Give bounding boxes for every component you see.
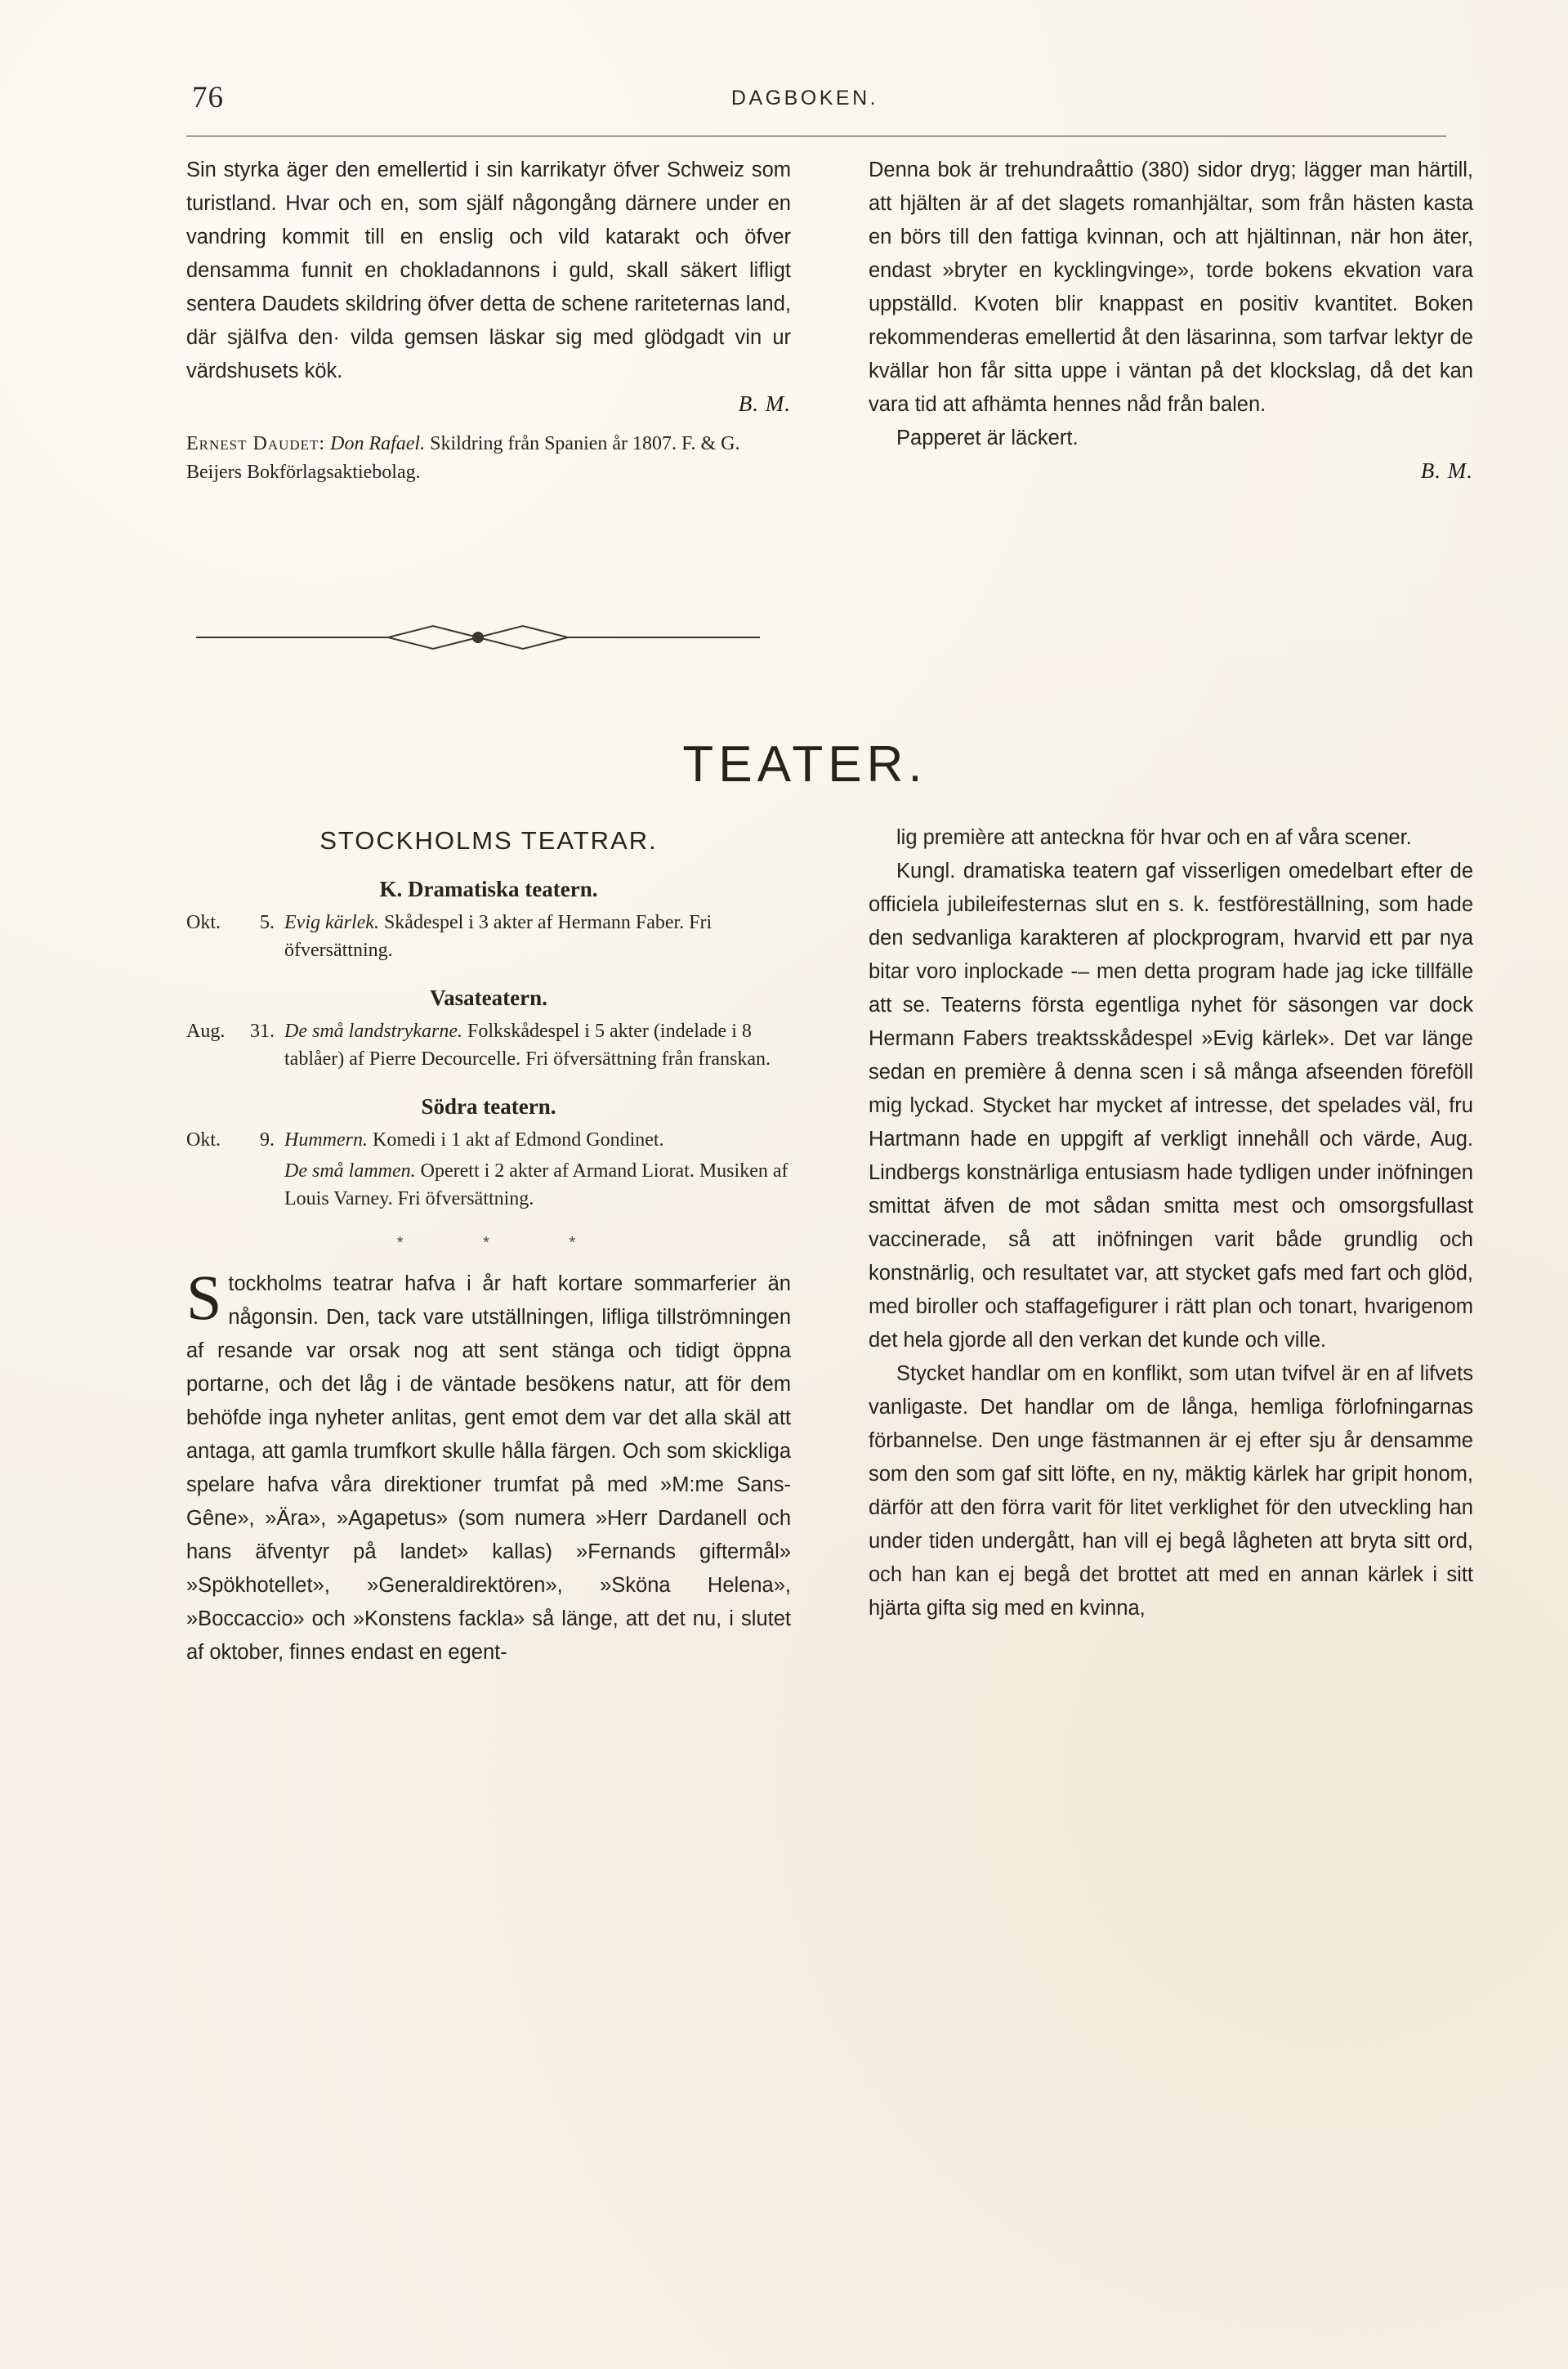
programme-description: Skådespel i 3 akter af Hermann Faber. Fri öfversättning. bbox=[284, 912, 713, 961]
programme-month: Aug. bbox=[186, 1021, 226, 1042]
programme-title: Evig kärlek. bbox=[284, 912, 379, 933]
programme-title: Hummern. bbox=[284, 1129, 368, 1151]
programme-date bbox=[186, 1126, 284, 1154]
theatre-heading-sodra: Södra teatern. bbox=[421, 1094, 556, 1119]
signature-left: B. M. bbox=[738, 391, 791, 416]
programme-description: Folkskådespel i 5 akter (indelade i 8 tablåer) af Pierre Decourcelle. Fri öfversättning från franskan. bbox=[284, 1021, 771, 1070]
page-sheet bbox=[147, 57, 1473, 2329]
programme-description: Operett i 2 akter af Armand Liorat. Musiken af Louis Varney. Fri öfversättning. bbox=[284, 1160, 788, 1209]
programme-entry bbox=[284, 1126, 791, 1154]
drop-cap: S bbox=[186, 1262, 222, 1333]
programme-entry bbox=[284, 1017, 791, 1073]
citation-rest: Skildring från Spanien år 1807. F. & G. Beijers Bokförlagsaktiebolag. bbox=[186, 433, 740, 483]
programme-description: Komedi i 1 akt af Edmond Gondinet. bbox=[373, 1129, 664, 1151]
running-title: DAGBOKEN. bbox=[730, 87, 879, 110]
asterisk-divider: * * * bbox=[396, 1234, 614, 1252]
programme-month: Okt. bbox=[186, 912, 221, 933]
article-first-paragraph bbox=[186, 1262, 791, 1669]
programme-day: 31. bbox=[250, 1021, 275, 1042]
programme-date bbox=[186, 1017, 284, 1073]
upper-right-column bbox=[869, 154, 1473, 484]
article-first-paragraph-text: tockholms teatrar hafva i år haft kortare sommarferier än någonsin. Den, tack vare utställningen, lifliga tillströmningen af resande var orsak nog att sent stänga och tidigt öppna portarne, och det låg i de väntade besökens natur, att för dem behöfde inga nyheter anlitas, gent emot dem var det alla skäl att antaga, att gamla trumfkort skulle hålla färgen. Och som skickliga spelare hafva våra direktioner trumfat på med »M:me Sans-Gêne», »Ära», »Agapetus» (som numera »Herr Dardanell och hans äfventyr på landet» kallas) »Fernands giftermål» »Spökhotellet», »Generaldirektören», »Sköna Helena», »Boccaccio» och »Konstens fackla» så länge, att det nu, i slutet af oktober, finnes endast en egent- bbox=[186, 1272, 791, 1664]
theatre-heading-dramatiska: K. Dramatiska teatern. bbox=[379, 877, 598, 901]
programme-row bbox=[186, 909, 791, 964]
ornament-divider bbox=[196, 621, 760, 654]
review-paragraph-left: Sin styrka äger den emellertid i sin karrikatyr öfver Schweiz som turistland. Hvar och en, som själf någongång därnere under en vandring kommit till en enslig och vild katarakt och öfver densamma funnit en chokladannons i guld, skall säkert lifligt sentera Daudets skildring öfver detta de schene rariteternas land, där sjäIfva den· vilda gemsen läskar sig med glödgadt vin ur värdshusets kök. bbox=[186, 159, 791, 382]
article-paragraph: Stycket handlar om en konflikt, som utan tvifvel är en af lifvets vanligaste. Det handlar om de långa, hemliga förlofningarnas förbannelse. Den unge fästmannen är ej efter sju år densamme som den som gaf sitt löfte, en ny, mäktig kärlek har gripit honom, därför att den förra varit för litet verklighet för den utveckling han under tiden undergått, han vill ej begå lågheten att bryta sitt ord, och han kan ej begå det brottet att med en annan kärlek i sitt hjärta gifta sig med en kvinna, bbox=[869, 1362, 1473, 1620]
section-subtitle: STOCKHOLMS TEATRAR. bbox=[319, 826, 658, 855]
programme-entry bbox=[284, 909, 791, 964]
section-title: TEATER. bbox=[682, 736, 927, 793]
book-citation bbox=[186, 430, 791, 487]
lower-right-column bbox=[869, 821, 1473, 1625]
programme-row bbox=[186, 1126, 791, 1154]
lower-left-column bbox=[186, 821, 791, 1669]
page-folio: 76 bbox=[192, 81, 224, 114]
programme-title: De små landstrykarne. bbox=[284, 1021, 462, 1042]
upper-left-column bbox=[186, 154, 791, 487]
review-paragraph-right: Denna bok är trehundraåttio (380) sidor dryg; lägger man härtill, att hjälten är af det slagets romanhjältar, som från hästen kasta en börs till den fattiga kvinnan, och att hjältinnan, när hon äter, endast »bryter en kycklingvinge», torde bokens ekvation vara uppställd. Kvoten blir knappast en positiv kvantitet. Boken rekommenderas emellertid åt den läsarinna, som tarfvar lektyr de kvällar hon får sitta uppe i väntan på det klockslag, då det kan vara tid att afhämta hennes nåd från balen. bbox=[869, 159, 1473, 416]
programme-date bbox=[186, 1157, 284, 1213]
signature-right: B. M. bbox=[1420, 458, 1473, 483]
running-head bbox=[147, 57, 1463, 127]
programme-day: 5. bbox=[260, 912, 275, 933]
review-closing-line: Papperet är läckert. bbox=[896, 427, 1079, 449]
programme-row bbox=[186, 1157, 791, 1213]
article-paragraph: lig première att anteckna för hvar och en af våra scener. bbox=[896, 826, 1412, 849]
programme-entry bbox=[284, 1157, 791, 1213]
programme-row bbox=[186, 1017, 791, 1073]
theatre-heading-vasateatern: Vasateatern. bbox=[430, 986, 547, 1010]
citation-title: Don Rafael. bbox=[330, 433, 426, 454]
citation-author: Ernest Daudet: bbox=[186, 433, 326, 454]
programme-month: Okt. bbox=[186, 1129, 221, 1151]
programme-date bbox=[186, 909, 284, 964]
programme-day: 9. bbox=[260, 1129, 275, 1151]
programme-title: De små lammen. bbox=[284, 1160, 416, 1182]
article-paragraph: Kungl. dramatiska teatern gaf visserligen omedelbart efter de officiela jubileifesternas slut en s. k. festföreställning, som hade den sedvanliga karakteren af plockprogram, hvarvid ett par nya bitar voro inplockade -– men detta program hade jag icke tillfälle att se. Teaterns första egentliga nyhet för säsongen var dock Hermann Fabers treaktsskådespel »Evig kärlek». Det var länge sedan en première å denna scen i så många afseenden föreföll mig lyckad. Stycket har mycket af intresse, det spelades väl, fru Hartmann hade en uppgift af verkligt innehåll och värde, Aug. Lindbergs konstnärliga entusiasm hade tydligen under inöfningen smittat äfven de mot sådan smitta mest och omsorgsfullast vaccinerade, så att inöfningen varit både grundlig och konstnärlig, och resultatet var, att stycket gafs med fart och glöd, med biroller och staffagefigurer i rätt plan och tonart, hvarigenom det hela gjorde all den verkan det kunde och ville. bbox=[869, 860, 1473, 1352]
